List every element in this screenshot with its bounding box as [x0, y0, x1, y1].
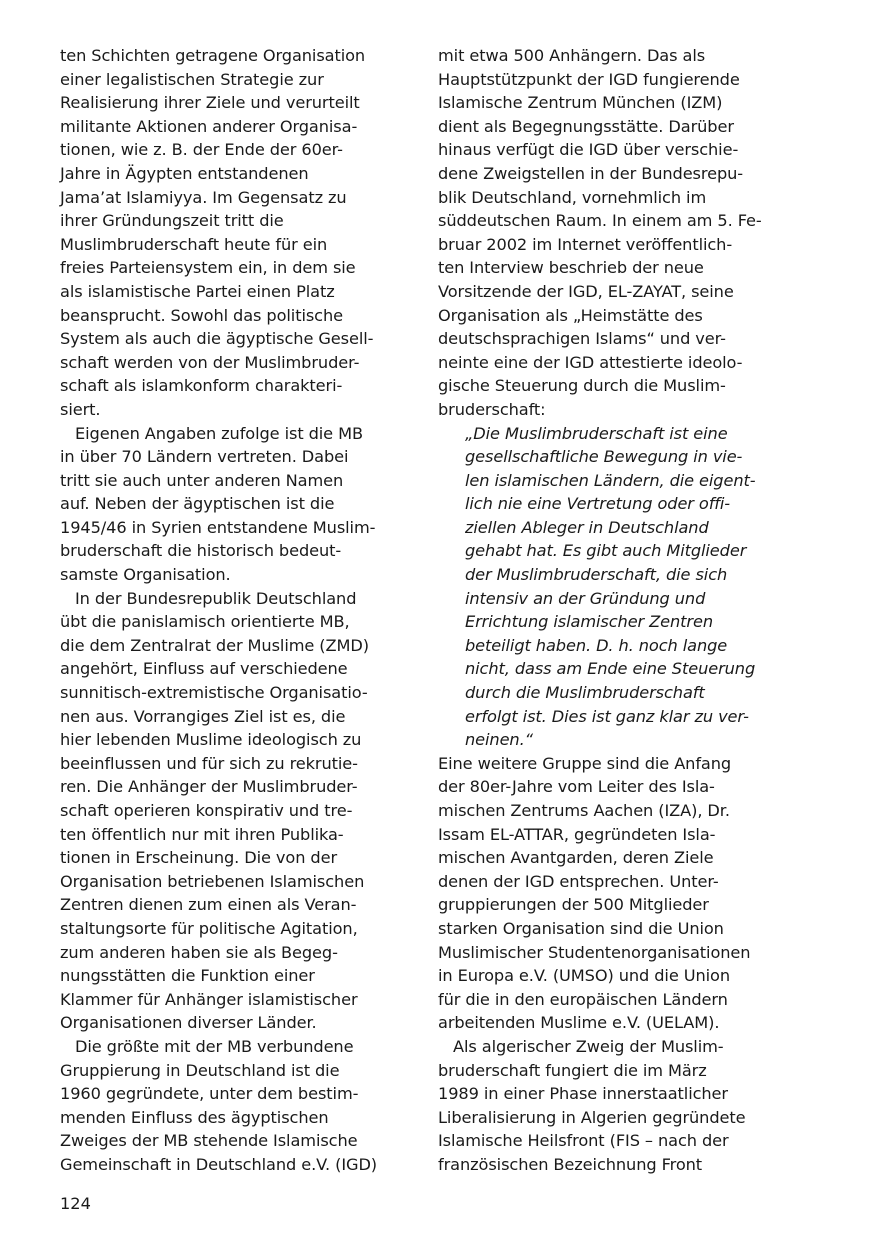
text-line: ten öffentlich nur mit ihren Publika- [60, 824, 344, 844]
text-line: in Europa e.V. (UMSO) und die Union [438, 966, 731, 986]
text-line: nungsstätten die Funktion einer [60, 966, 315, 986]
text-line: ten Schichten getragene Organisation [60, 46, 366, 65]
text-line: mischen Zentrums Aachen (IZA), Dr. [438, 801, 730, 820]
text-line: freies Parteiensystem ein, in dem sie [60, 258, 356, 278]
text-line: 1989 in einer Phase innerstaatlicher [438, 1084, 728, 1104]
text-line: gische Steuerung durch die Muslim- [438, 376, 726, 396]
text-line: beansprucht. Sowohl das politische [60, 305, 344, 325]
text-line: hinaus verfügt die IGD über verschie- [438, 140, 739, 160]
text-line: Liberalisierung in Algerien gegründete [438, 1107, 746, 1127]
text-line: Hauptstützpunkt der IGD fungierende [438, 69, 740, 89]
text-line: Muslimischer Studentenorganisationen [438, 942, 751, 962]
text-line: nicht, dass am Ende eine Steuerung [465, 659, 756, 679]
text-line: hier lebenden Muslime ideologisch zu [60, 730, 362, 750]
text-line: Jama’at Islamiyya. Im Gegensatz zu [60, 187, 347, 207]
text-line: ziellen Ableger in Deutschland [465, 517, 709, 537]
text-line: schaft als islamkonform charakteri- [60, 376, 343, 396]
text-line: sunnitisch-extremistische Organisatio- [60, 683, 368, 703]
text-line: übt die panislamisch orientierte MB, [60, 612, 350, 632]
text-line: siert. [60, 399, 101, 419]
text-line: ren. Die Anhänger der Muslimbruder- [60, 777, 358, 797]
text-line: Organisationen diverser Länder. [60, 1013, 317, 1033]
text-line: die dem Zentralrat der Muslime (ZMD) [60, 635, 369, 655]
text-line: durch die Muslimbruderschaft [465, 683, 705, 703]
text-line: lich nie eine Vertretung oder offi- [465, 494, 731, 514]
text-line: in über 70 Ländern vertreten. Dabei [60, 447, 349, 467]
text-line: Islamische Zentrum München (IZM) [438, 93, 723, 113]
text-line: Die größte mit der MB verbundene [75, 1036, 354, 1056]
right-column [438, 44, 784, 1177]
text-line: Klammer für Anhänger islamistischer [60, 989, 358, 1009]
text-line: 1945/46 in Syrien entstandene Muslim- [60, 517, 376, 537]
text-line: der Muslimbruderschaft, die sich [465, 565, 728, 585]
text-line: Gruppierung in Deutschland ist die [60, 1060, 340, 1080]
text-line: „Die Muslimbruderschaft ist eine [465, 423, 728, 443]
text-line: neinte eine der IGD attestierte ideolo- [438, 352, 743, 372]
text-line: ihrer Gründungszeit tritt die [60, 211, 284, 231]
text-line: System als auch die ägyptische Gesell- [60, 329, 374, 349]
text-line: mit etwa 500 Anhängern. Das als [438, 46, 706, 65]
text-line: süddeutschen Raum. In einem am 5. Fe- [438, 211, 762, 231]
text-line: zum anderen haben sie als Begeg- [60, 942, 338, 962]
text-line: Jahre in Ägypten entstandenen [60, 163, 309, 183]
text-line: mischen Avantgarden, deren Ziele [438, 848, 714, 868]
text-line: Gemeinschaft in Deutschland e.V. (IGD) [60, 1154, 378, 1174]
left-column [60, 44, 406, 1177]
text-line: len islamischen Ländern, die eigent- [465, 470, 756, 490]
text-line: samste Organisation. [60, 565, 231, 585]
text-line: tionen, wie z. B. der Ende der 60er- [60, 140, 343, 160]
text-line: schaft operieren konspirativ und tre- [60, 801, 353, 820]
text-line: als islamistische Partei einen Platz [60, 281, 335, 301]
text-line: einer legalistischen Strategie zur [60, 69, 324, 89]
text-line: Realisierung ihrer Ziele und verurteilt [60, 93, 360, 113]
text-line: schaft werden von der Muslimbruder- [60, 352, 360, 372]
text-line: deutschsprachigen Islams“ und ver- [438, 329, 726, 349]
text-line: denen der IGD entsprechen. Unter- [438, 871, 719, 891]
text-line: arbeitenden Muslime e.V. (UELAM). [438, 1013, 720, 1033]
text-line: bruar 2002 im Internet veröffentlich- [438, 234, 733, 254]
text-line: starken Organisation sind die Union [438, 918, 724, 938]
text-line: Islamische Heilsfront (FIS – nach der [438, 1131, 729, 1151]
text-line: bruderschaft die historisch bedeut- [60, 541, 342, 561]
text-line: Eine weitere Gruppe sind die Anfang [438, 753, 732, 773]
text-line: staltungsorte für politische Agitation, [60, 918, 358, 938]
text-line: beeinflussen und für sich zu rekrutie- [60, 753, 358, 773]
text-line: bruderschaft: [438, 399, 546, 419]
text-line: In der Bundesrepublik Deutschland [75, 588, 357, 608]
text-line: Eigenen Angaben zufolge ist die MB [75, 423, 363, 443]
text-line: blik Deutschland, vornehmlich im [438, 187, 707, 207]
text-line: Zweiges der MB stehende Islamische [60, 1131, 358, 1151]
text-line: intensiv an der Gründung und [465, 588, 706, 608]
text-line: bruderschaft fungiert die im März [438, 1060, 707, 1080]
text-line: gehabt hat. Es gibt auch Mitglieder [465, 541, 747, 561]
text-line: Vorsitzende der IGD, EL-ZAYAT, seine [438, 281, 734, 301]
text-line: Issam EL-ATTAR, gegründeten Isla- [438, 824, 716, 844]
text-line: Organisation betriebenen Islamischen [60, 871, 365, 891]
text-line: der 80er-Jahre vom Leiter des Isla- [438, 777, 715, 797]
page-number: 124 [60, 1194, 91, 1213]
text-line: französischen Bezeichnung Front [438, 1154, 703, 1174]
text-line: gruppierungen der 500 Mitglieder [438, 895, 709, 915]
text-line: für die in den europäischen Ländern [438, 989, 728, 1009]
text-line: Als algerischer Zweig der Muslim- [453, 1036, 724, 1056]
text-line: neinen.“ [465, 730, 533, 750]
text-line: ten Interview beschrieb der neue [438, 258, 704, 278]
text-line: dene Zweigstellen in der Bundesrepu- [438, 163, 744, 183]
text-line: tionen in Erscheinung. Die von der [60, 848, 337, 868]
text-line: Zentren dienen zum einen als Veran- [60, 895, 357, 915]
text-line: dient als Begegnungsstätte. Darüber [438, 116, 734, 136]
text-line: tritt sie auch unter anderen Namen [60, 470, 344, 490]
text-line: erfolgt ist. Dies ist ganz klar zu ver- [465, 706, 749, 726]
text-line: 1960 gegründete, unter dem bestim- [60, 1084, 359, 1104]
text-line: Errichtung islamischer Zentren [465, 612, 713, 632]
text-line: gesellschaftliche Bewegung in vie- [465, 447, 743, 467]
text-line: militante Aktionen anderer Organisa- [60, 116, 358, 136]
text-line: auf. Neben der ägyptischen ist die [60, 494, 335, 514]
text-line: menden Einfluss des ägyptischen [60, 1107, 329, 1127]
text-line: nen aus. Vorrangiges Ziel ist es, die [60, 706, 346, 726]
text-line: angehört, Einfluss auf verschiedene [60, 659, 348, 679]
text-line: Organisation als „Heimstätte des [438, 305, 703, 325]
text-line: Muslimbruderschaft heute für ein [60, 234, 328, 254]
text-line: beteiligt haben. D. h. noch lange [465, 635, 728, 655]
